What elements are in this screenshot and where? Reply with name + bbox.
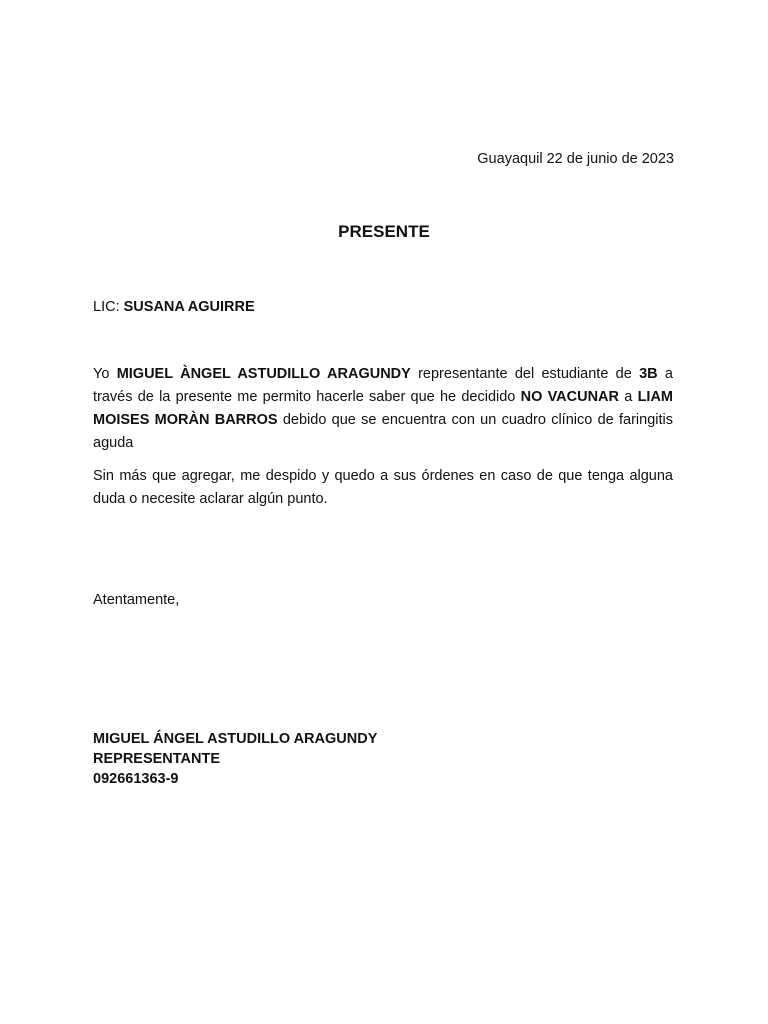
signature-role: REPRESENTANTE: [93, 751, 221, 767]
recipient-prefix: LIC:: [93, 299, 124, 315]
body-paragraph-2: Sin más que agregar, me despido y quedo a sus órdenes en caso de que tenga alguna duda o necesite aclarar algún punto.: [93, 468, 673, 507]
student-name: LIAM MOISES MORÀN BARROS: [93, 389, 673, 428]
body-paragraph-1: [93, 363, 673, 455]
student-grade: 3B: [639, 366, 658, 382]
recipient-line: [93, 299, 255, 315]
signature-block: [93, 729, 377, 789]
paragraph-text: a: [619, 389, 638, 405]
paragraph-text: a través de la presente me permito hacerle saber que he decidido: [93, 366, 673, 405]
paragraph-text: debido que se encuentra con un cuadro clínico de faringitis aguda: [93, 412, 673, 451]
signature-id-number: 092661363-9: [93, 771, 179, 787]
paragraph-text: Yo: [93, 366, 117, 382]
document-heading: PRESENTE: [338, 222, 430, 241]
date-line: Guayaquil 22 de junio de 2023: [477, 151, 674, 167]
representative-name: MIGUEL ÀNGEL ASTUDILLO ARAGUNDY: [116, 366, 411, 382]
decision-text: NO VACUNAR: [520, 389, 620, 405]
paragraph-text: representante del estudiante de: [410, 366, 640, 382]
recipient-name: SUSANA AGUIRRE: [123, 299, 255, 315]
signature-name: MIGUEL ÁNGEL ASTUDILLO ARAGUNDY: [93, 731, 378, 747]
closing-line: Atentamente,: [93, 592, 180, 608]
